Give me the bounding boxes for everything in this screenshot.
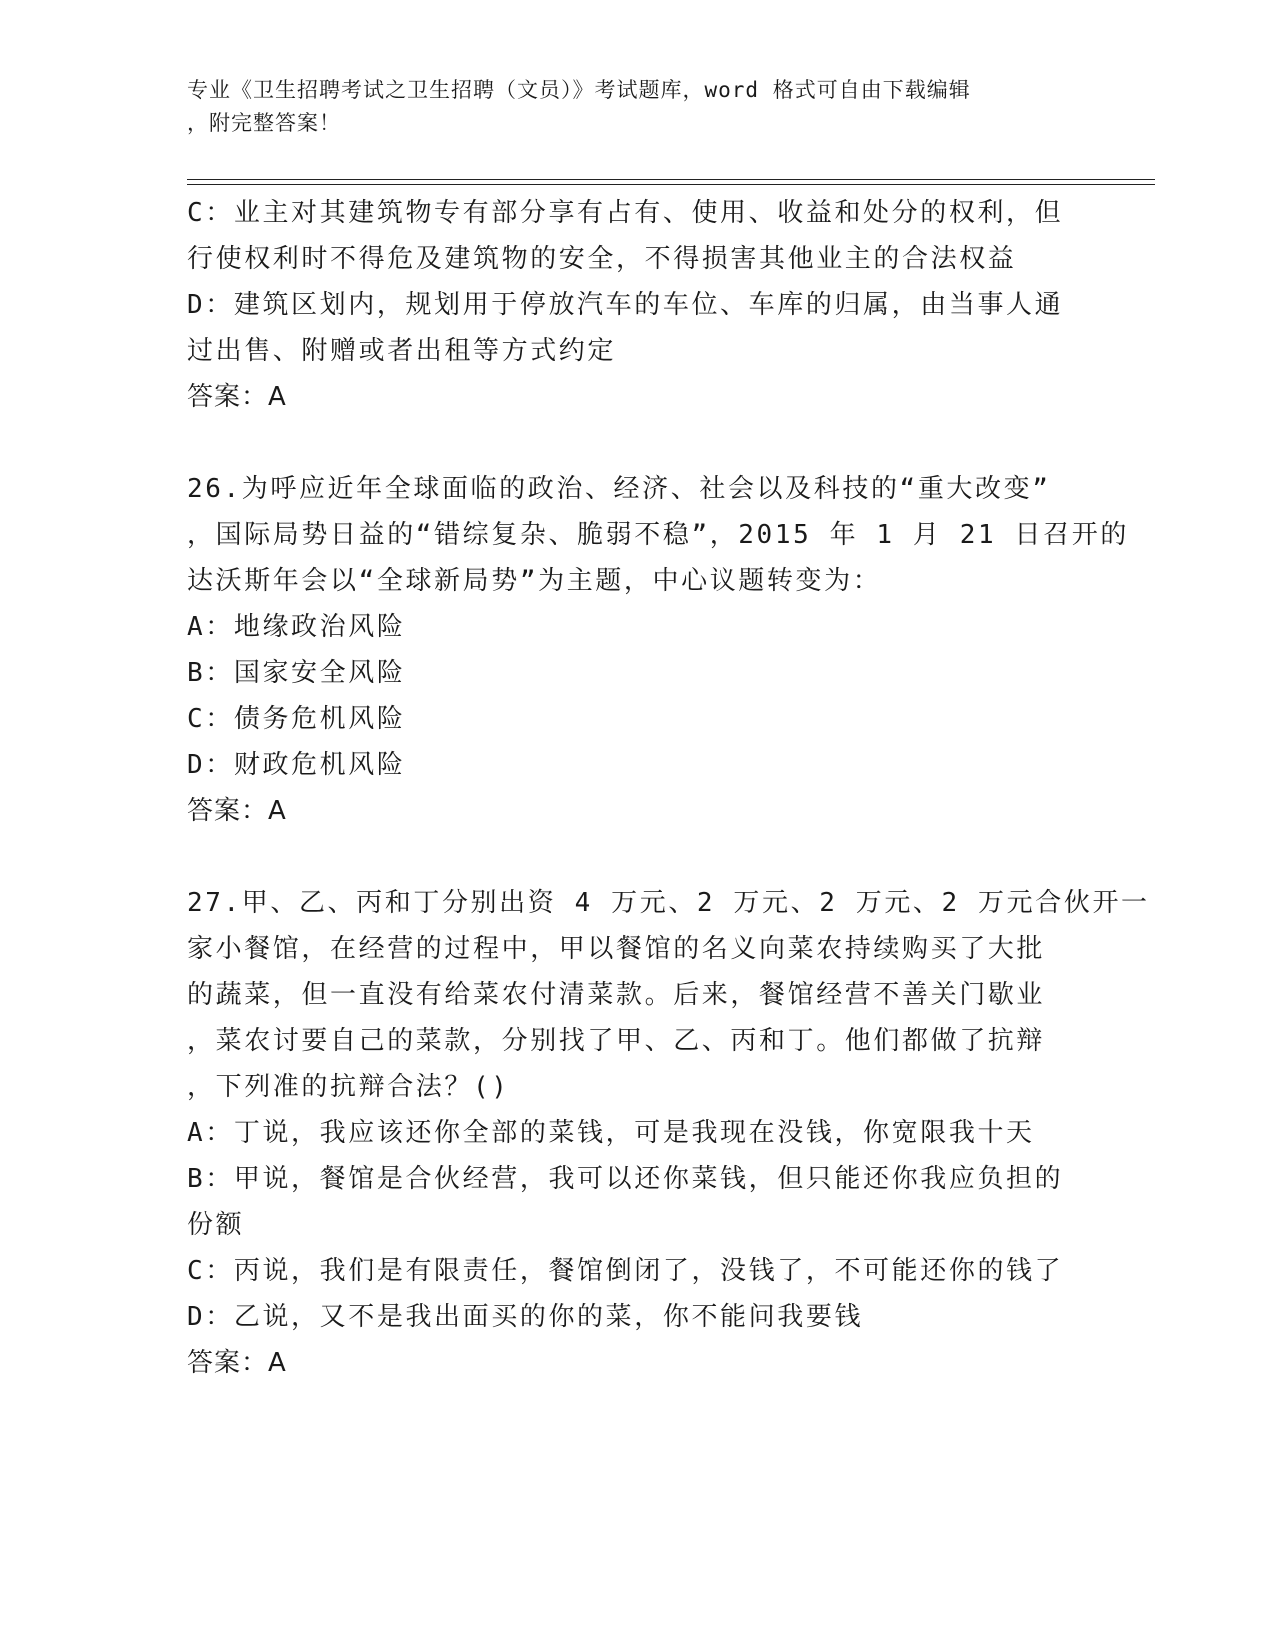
option-c-line: C：债务危机风险 [187, 704, 406, 734]
header-rule-bottom [187, 184, 1155, 185]
question-stem-line: ，国际局势日益的“错综复杂、脆弱不稳”，2015 年 1 月 21 日召开的 [187, 520, 1129, 550]
option-d-line: D：乙说，又不是我出面买的你的菜，你不能问我要钱 [187, 1302, 864, 1332]
question-26 [187, 466, 1129, 834]
question-25-tail [187, 190, 1087, 420]
question-stem-line: 的蔬菜，但一直没有给菜农付清菜款。后来，餐馆经营不善关门歇业 [187, 980, 1046, 1010]
question-stem-line: 家小餐馆，在经营的过程中，甲以餐馆的名义向菜农持续购买了大批 [187, 934, 1046, 964]
option-b-line: 份额 [187, 1210, 245, 1240]
header-line-2: ，附完整答案！ [187, 111, 341, 135]
header-rule-top [187, 179, 1155, 180]
answer-line: 答案：A [187, 382, 287, 412]
spacer [187, 834, 1087, 880]
spacer [187, 420, 1087, 466]
header-line-1: 专业《卫生招聘考试之卫生招聘（文员）》考试题库，word 格式可自由下载编辑 [187, 78, 971, 102]
option-b-line: B：国家安全风险 [187, 658, 406, 688]
question-stem-line: 27.甲、乙、丙和丁分别出资 4 万元、2 万元、2 万元、2 万元合伙开一 [187, 888, 1150, 918]
question-stem-line: ，菜农讨要自己的菜款，分别找了甲、乙、丙和丁。他们都做了抗辩 [187, 1026, 1046, 1056]
option-b-line: B：甲说，餐馆是合伙经营，我可以还你菜钱，但只能还你我应负担的 [187, 1164, 1064, 1194]
option-c-line: 行使权利时不得危及建筑物的安全，不得损害其他业主的合法权益 [187, 244, 1017, 274]
option-a-line: A：地缘政治风险 [187, 612, 406, 642]
option-c-line: C：丙说，我们是有限责任，餐馆倒闭了，没钱了，不可能还你的钱了 [187, 1256, 1064, 1286]
answer-line: 答案：A [187, 796, 287, 826]
option-d-line: 过出售、附赠或者出租等方式约定 [187, 336, 617, 366]
answer-line: 答案：A [187, 1348, 287, 1378]
document-body [187, 190, 1150, 1386]
question-27 [187, 880, 1150, 1386]
question-stem-line: ，下列准的抗辩合法？() [187, 1072, 510, 1102]
page-header [187, 74, 1087, 140]
option-c-line: C：业主对其建筑物专有部分享有占有、使用、收益和处分的权利，但 [187, 198, 1064, 228]
option-d-line: D：建筑区划内，规划用于停放汽车的车位、车库的归属，由当事人通 [187, 290, 1064, 320]
option-d-line: D：财政危机风险 [187, 750, 406, 780]
question-stem-line: 26.为呼应近年全球面临的政治、经济、社会以及科技的“重大改变” [187, 474, 1051, 504]
question-stem-line: 达沃斯年会以“全球新局势”为主题，中心议题转变为： [187, 566, 882, 596]
option-a-line: A：丁说，我应该还你全部的菜钱，可是我现在没钱，你宽限我十天 [187, 1118, 1035, 1148]
